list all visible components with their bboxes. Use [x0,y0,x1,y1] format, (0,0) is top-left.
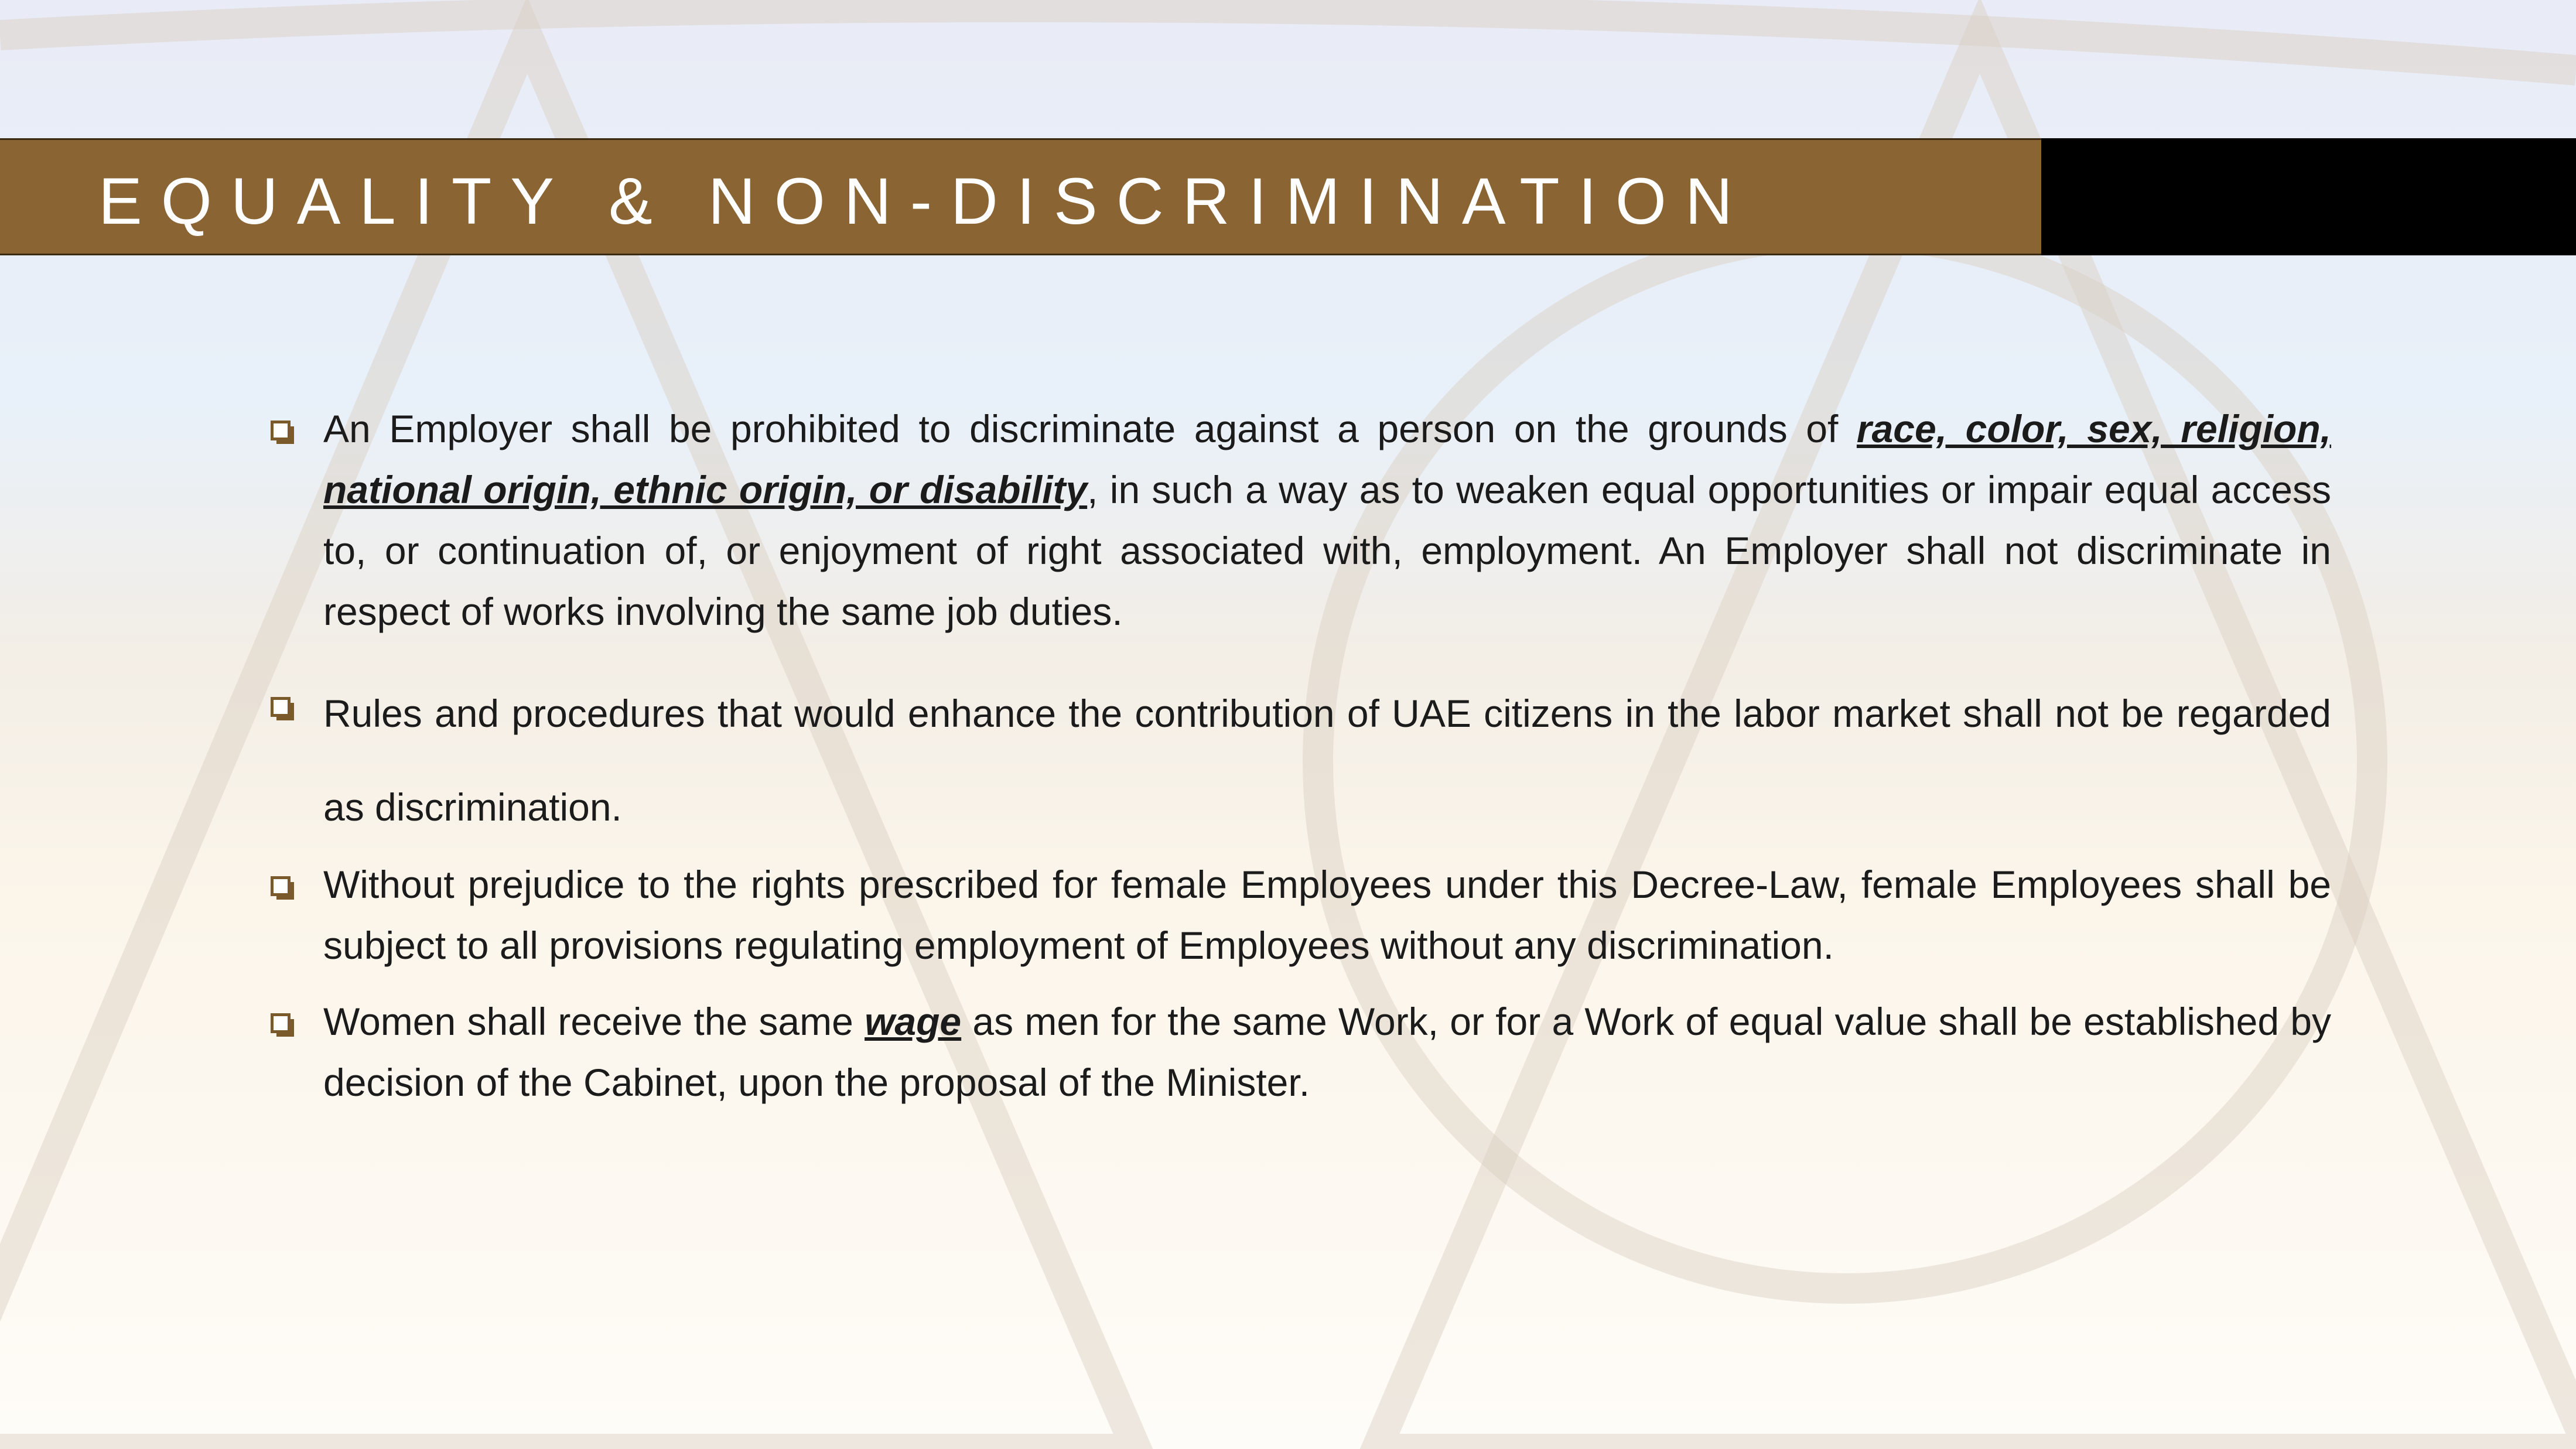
bullet-text-plain: An Employer shall be prohibited to discriminate against a person on the grounds of [323,407,1857,450]
checkbox-bullet-icon [271,876,291,896]
bullet-item [264,991,2331,1113]
checkbox-bullet-icon [271,421,291,440]
bullet-item [264,854,2331,976]
bullet-text-plain: as men for the same Work, or for a Work of equal value shall be established by decision of the Cabinet, upon the proposal of the Minister. [323,1000,2331,1104]
bullet-text-plain: Rules and procedures that would enhance the contribution of UAE citizens in the labor market shall not be regarded as discrimination. [323,692,2331,829]
bullet-item [264,667,2331,854]
bullet-text-plain: , in such a way as to weaken equal opportunities or impair equal access to, or continuation of, or enjoyment of right associated with, employment. An Employer shall not discriminate in respect of works involving the same job duties. [323,468,2331,633]
bullet-list [264,398,2331,1113]
title-bar-black-segment [2041,138,2576,255]
slide-title: EQUALITY & NON-DISCRIMINATION [98,165,1751,238]
bullet-text-emphasis: race, color, sex, religion, national origin, ethnic origin, or disability [323,407,2331,511]
bullet-text-plain: Without prejudice to the rights prescribed for female Employees under this Decree-Law, female Employees shall be subject to all provisions regulating employment of Employees without any discrimination. [323,863,2331,967]
checkbox-bullet-icon [271,697,291,717]
bullet-item [264,398,2331,642]
checkbox-bullet-icon [271,1013,291,1033]
bullet-text-plain: Women shall receive the same [323,1000,865,1043]
bullet-text-emphasis: wage [865,1000,962,1043]
